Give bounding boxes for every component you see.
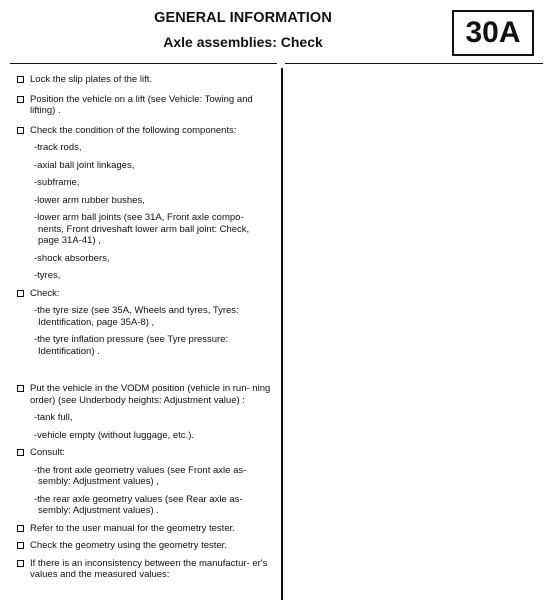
list-item: -tyres, [34, 270, 61, 281]
checkbox-icon [17, 290, 24, 297]
step-text: Position the vehicle on a lift (see Vehicle: Towing and lifting) . [30, 93, 253, 116]
step-text: Put the vehicle in the VODM position (vehicle in run- ning order) (see Underbody heights: Adjustment value) : [30, 383, 271, 406]
list-item: -subframe, [34, 177, 80, 188]
checkbox-icon [17, 542, 24, 549]
page-subtitle: Axle assemblies: Check [163, 34, 323, 50]
list-item: -vehicle empty (without luggage, etc.). [34, 429, 194, 441]
step-inconsistency [16, 558, 272, 581]
step-consult [16, 447, 272, 459]
list-item: -lower arm rubber bushes, [34, 194, 145, 206]
checkbox-icon [17, 449, 24, 456]
checkbox-icon [17, 96, 24, 103]
step-check [16, 288, 272, 300]
step-text: Consult: [30, 447, 65, 458]
step-check-geometry [16, 540, 272, 552]
page-header [0, 0, 554, 66]
step-refer-manual [16, 523, 272, 535]
checkbox-icon [17, 385, 24, 392]
list-item: -the tyre size (see 35A, Wheels and tyres, Tyres: Identification, page 35A-8) , [34, 305, 239, 328]
step-text: Check the geometry using the geometry tester. [30, 540, 227, 551]
list-item: -track rods, [34, 142, 82, 153]
list-item: -the front axle geometry values (see Front axle as- sembly: Adjustment values) , [34, 464, 247, 487]
section-badge: 30A [452, 10, 534, 56]
checkbox-icon [17, 127, 24, 134]
step-text: Lock the slip plates of the lift. [30, 74, 152, 85]
procedure-list [16, 74, 272, 581]
step-text: Check the condition of the following components: [30, 124, 237, 136]
list-item: -the rear axle geometry values (see Rear axle as- sembly: Adjustment values) . [34, 493, 243, 516]
header-rule-right [285, 63, 543, 64]
list-item: -shock absorbers, [34, 252, 110, 264]
list-item: -tank full, [34, 412, 73, 423]
step-text: Check: [30, 287, 60, 299]
page-title: GENERAL INFORMATION [154, 10, 332, 26]
checkbox-icon [17, 525, 24, 532]
list-item: -axial ball joint linkages, [34, 159, 135, 171]
step-vodm-position [16, 383, 272, 406]
list-item: -the tyre inflation pressure (see Tyre pressure: Identification) . [34, 334, 229, 357]
column-divider [281, 68, 283, 600]
list-item: -lower arm ball joints (see 31A, Front axle compo- nents, Front driveshaft lower arm ball joint: Check, page 31A-41) , [34, 212, 250, 246]
step-text: Refer to the user manual for the geometry tester. [30, 522, 235, 534]
checkbox-icon [17, 76, 24, 83]
checkbox-icon [17, 560, 24, 567]
step-text: If there is an inconsistency between the manufactur- er's values and the measured values: [30, 557, 268, 580]
step-lock-slip-plates [16, 74, 272, 86]
step-position-vehicle [16, 94, 272, 117]
step-check-components [16, 125, 272, 137]
header-rule-left [10, 63, 277, 64]
